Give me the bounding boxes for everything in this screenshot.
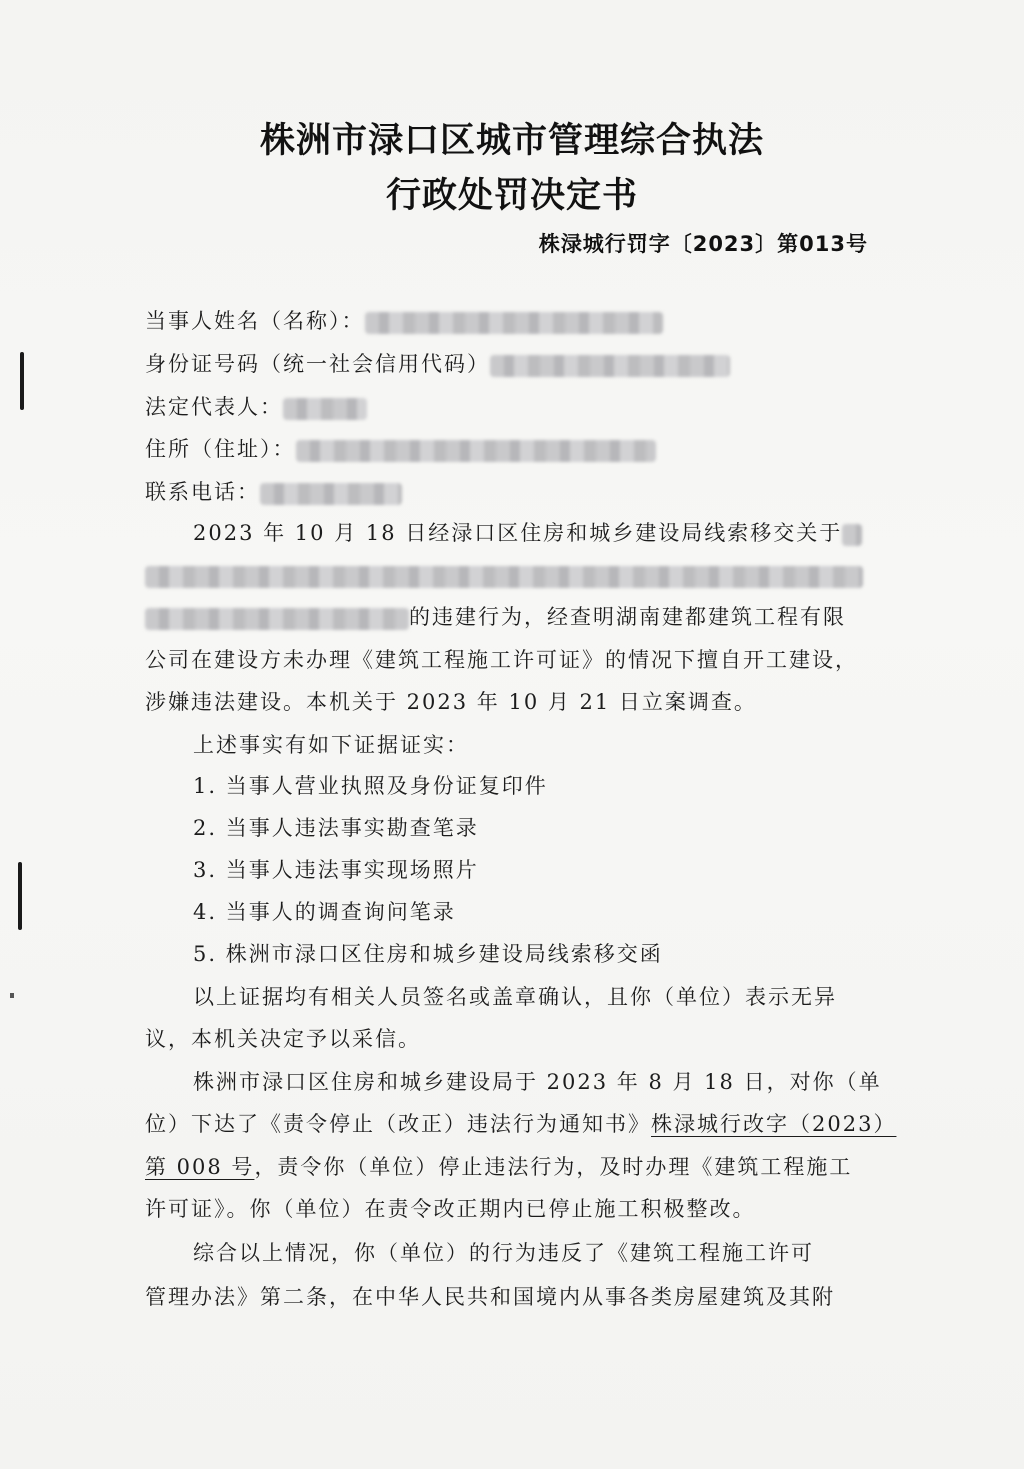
party-name-row (145, 306, 875, 336)
evidence-item: 5. 株洲市渌口区住房和城乡建设局线索移交函 (193, 942, 663, 966)
binding-mark-top (20, 352, 24, 410)
id-number-row (145, 349, 875, 379)
redacted-party-name (365, 312, 663, 334)
paragraph1-text3: 的违建行为，经查明湖南建都建筑工程有限 (409, 605, 846, 629)
id-number-label: 身份证号码（统一社会信用代码） (145, 352, 490, 376)
redacted-legal-rep (283, 398, 367, 420)
paragraph4-line3 (145, 1152, 875, 1182)
notice-reference-number: 第 008 号 (145, 1155, 255, 1179)
notice-reference: 株渌城行改字（2023） (651, 1112, 897, 1136)
paragraph3-line1: 以上证据均有相关人员签名或盖章确认，且你（单位）表示无异 (193, 985, 837, 1009)
phone-row (145, 477, 875, 507)
evidence-item: 1. 当事人营业执照及身份证复印件 (193, 774, 548, 798)
evidence-item: 4. 当事人的调查询问笔录 (193, 900, 456, 924)
redacted-line (145, 566, 863, 588)
redacted-inline (842, 524, 862, 546)
evidence-intro: 上述事实有如下证据证实： (193, 733, 469, 757)
paragraph4-text2a: 位）下达了《责令停止（改正）违法行为通知书》 (145, 1112, 651, 1136)
legal-rep-row (145, 392, 875, 422)
paragraph4-line1: 株洲市渌口区住房和城乡建设局于 2023 年 8 月 18 日，对你（单 (193, 1070, 882, 1094)
evidence-item: 2. 当事人违法事实勘查笔录 (193, 816, 479, 840)
paragraph1-line4: 公司在建设方未办理《建筑工程施工许可证》的情况下擅自开工建设， (145, 648, 858, 672)
address-label: 住所（住址）： (145, 437, 296, 461)
document-title-line1: 株洲市渌口区城市管理综合执法 (259, 121, 764, 161)
paragraph3-line2: 议，本机关决定予以采信。 (145, 1027, 421, 1051)
redacted-inline (145, 608, 409, 630)
paragraph1-line5: 涉嫌违法建设。本机关于 2023 年 10 月 21 日立案调查。 (145, 690, 757, 714)
paragraph4-line4: 许可证》。你（单位）在责令改正期内已停止施工积极整改。 (145, 1197, 756, 1221)
document-number: 株渌城行罚字〔2023〕第013号 (538, 232, 868, 256)
paragraph4-line2 (145, 1109, 897, 1139)
binding-mark-bottom (18, 862, 22, 930)
phone-label: 联系电话： (145, 480, 260, 504)
paragraph1-line3 (145, 602, 875, 632)
paragraph1-text1: 2023 年 10 月 18 日经渌口区住房和城乡建设局线索移交关于 (193, 521, 843, 545)
address-row (145, 434, 875, 464)
paragraph5-line1: 综合以上情况，你（单位）的行为违反了《建筑工程施工许可 (193, 1241, 814, 1265)
paragraph1-line1 (193, 518, 923, 548)
evidence-item: 3. 当事人违法事实现场照片 (193, 858, 479, 882)
legal-rep-label: 法定代表人： (145, 395, 283, 419)
paragraph1-line2 (145, 560, 875, 590)
paragraph4-text3b: ，责令你（单位）停止违法行为，及时办理《建筑工程施工 (254, 1155, 853, 1179)
redacted-phone (260, 483, 402, 505)
scan-speck (10, 993, 14, 998)
redacted-address (296, 440, 656, 462)
paragraph5-line2: 管理办法》第二条，在中华人民共和国境内从事各类房屋建筑及其附 (145, 1285, 835, 1309)
party-name-label: 当事人姓名（名称）： (145, 309, 365, 333)
document-title-line2: 行政处罚决定书 (385, 176, 638, 216)
redacted-id-number (490, 355, 730, 377)
